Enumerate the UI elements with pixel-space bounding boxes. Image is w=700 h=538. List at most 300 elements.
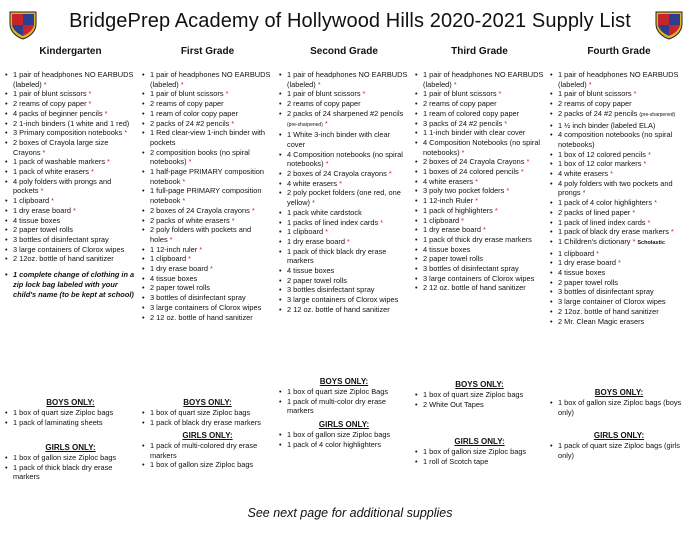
- supply-item-text: 3 large containers of Clorox wipes: [13, 244, 125, 254]
- required-star-icon: *: [251, 205, 255, 215]
- required-star-icon: *: [188, 157, 192, 167]
- required-star-icon: *: [312, 198, 315, 208]
- supply-item-text: 2 reams of copy paper: [150, 99, 224, 109]
- supply-item-text: 2 boxes of Crayola large size Crayons: [13, 137, 109, 157]
- boys-only-heading: BOYS ONLY:: [319, 377, 369, 386]
- supply-item: [141, 283, 274, 293]
- supply-item: • 1 box of gallon size Ziploc bags: [278, 430, 410, 440]
- supply-item: • 1 box of gallon size Ziploc bags: [141, 460, 274, 470]
- supply-item-text: 2 12 oz. bottle of hand sanitizer: [287, 304, 390, 314]
- grade-heading: Kindergarten: [39, 46, 102, 57]
- supply-item: [549, 150, 689, 160]
- supply-item: • 1 box of gallon size Ziploc bags: [4, 453, 137, 463]
- supply-item-text: 1 12-inch ruler: [150, 244, 198, 254]
- supply-item-text: 1 dry erase board: [150, 264, 208, 274]
- supply-item: [4, 157, 137, 167]
- supply-item-text: 1 pair of headphones NO EARBUDS (labeled): [150, 70, 271, 89]
- supply-item: [141, 206, 274, 216]
- boys-only-list: [4, 408, 137, 427]
- required-star-icon: *: [632, 207, 636, 217]
- supply-item-text: 2 reams of copy paper: [287, 99, 361, 109]
- supply-item: [549, 169, 689, 179]
- supply-item: [278, 266, 410, 276]
- supply-item: [414, 216, 545, 226]
- required-star-icon: *: [498, 89, 502, 99]
- required-star-icon: *: [475, 176, 479, 186]
- supply-item-text: 2 composition books (no spiral notebooks): [150, 147, 250, 167]
- required-star-icon: *: [617, 258, 621, 268]
- required-star-icon: *: [43, 79, 47, 89]
- supply-item: [278, 208, 410, 218]
- girls-only-section: [141, 430, 274, 470]
- required-star-icon: *: [188, 254, 192, 264]
- supply-item: [414, 274, 545, 284]
- boys-only-section: [414, 379, 545, 409]
- supply-item: [549, 159, 689, 169]
- supply-item-text: 1 Children's dictionary: [558, 236, 631, 246]
- grade-columns: [4, 44, 696, 504]
- supply-item: • 1 box of gallon size Ziploc bags: [414, 447, 545, 457]
- required-star-icon: *: [40, 186, 44, 196]
- supply-item-text: 1 boxes of 24 colored pencils: [423, 167, 519, 177]
- required-star-icon: *: [670, 227, 674, 237]
- supply-item-text: 1 Red clear-view 1-inch binder with pockets: [150, 128, 266, 147]
- supply-item-text: 1 half-page PRIMARY composition notebook: [150, 167, 264, 186]
- column-third-grade: [414, 44, 545, 504]
- girls-only-heading: GIRLS ONLY:: [182, 431, 233, 440]
- required-star-icon: *: [180, 79, 184, 89]
- supply-item: [414, 206, 545, 216]
- supply-item-text: 1 dry erase board: [287, 236, 345, 246]
- supply-item: [549, 130, 689, 149]
- supply-item: [141, 303, 274, 313]
- supply-item: [278, 130, 410, 149]
- supply-item: [414, 196, 545, 206]
- supply-item-text: 1 pair of headphones NO EARBUDS (labeled): [13, 70, 134, 89]
- supply-item-text: 1 pair of headphones NO EARBUDS (labeled): [558, 70, 679, 89]
- supply-item-text: 4 tissue boxes: [13, 215, 61, 225]
- supply-item-text: 1 dry erase board: [13, 205, 71, 215]
- girls-only-section: [4, 442, 137, 482]
- supply-item-text: 2 reams of copy paper: [13, 99, 87, 109]
- supply-item: [549, 218, 689, 228]
- required-star-icon: *: [324, 118, 328, 128]
- required-star-icon: *: [482, 225, 486, 235]
- required-star-icon: *: [475, 196, 479, 206]
- supply-item-text: 3 large containers of Clorox wipes: [287, 295, 399, 305]
- supply-item: [549, 237, 689, 249]
- supply-item-text: 2 poly folders with pockets and holes: [150, 225, 252, 244]
- supply-item-text: 4 packs of beginner pencils: [13, 108, 103, 118]
- required-star-icon: *: [339, 178, 343, 188]
- supply-list: [4, 70, 137, 264]
- girls-only-list: [414, 447, 545, 466]
- boys-only-heading: BOYS ONLY:: [455, 380, 504, 389]
- girls-only-list: [549, 441, 689, 460]
- supply-item: [414, 186, 545, 196]
- supply-item: [414, 283, 545, 293]
- required-star-icon: *: [182, 196, 186, 206]
- supply-item-text: 4 white erasers: [287, 178, 338, 188]
- supply-item: [278, 276, 410, 286]
- supply-item: [549, 249, 689, 259]
- required-star-icon: *: [231, 215, 235, 225]
- supply-item-text: 2 12 oz. bottle of hand sanitizer: [423, 283, 526, 293]
- supply-item: [141, 99, 274, 109]
- supply-item-text: 3 large container of Clorox wipes: [558, 297, 666, 307]
- supply-item: • 1 box of quart size Ziploc bags: [4, 408, 137, 418]
- supply-item-text: 2 packs of 24 sharpened #2 pencils: [287, 108, 404, 118]
- supply-item: [4, 128, 137, 138]
- required-star-icon: *: [325, 227, 329, 237]
- supply-item: [4, 70, 137, 89]
- supply-item: [141, 128, 274, 147]
- supply-item: [414, 167, 545, 177]
- grade-heading: First Grade: [180, 46, 235, 57]
- supply-item-text: 1 pair of blunt scissors: [13, 89, 87, 99]
- supply-item-text: 1 pack of black dry erase markers: [558, 227, 669, 237]
- supply-item-text: 2 boxes of 24 Crayola Crayons: [423, 157, 525, 167]
- girls-only-list: [4, 453, 137, 482]
- supply-item-text: 1 dry erase board: [423, 225, 481, 235]
- supply-item-text: 2 Mr. Clean Magic erasers: [558, 316, 645, 326]
- supply-item-text: 2 paper towel rolls: [13, 225, 73, 235]
- supply-item-text: 4 white erasers: [558, 169, 609, 179]
- supply-item: [549, 109, 689, 121]
- supply-list: [549, 70, 689, 326]
- supply-item-text: 3 bottles of disinfectant spray: [150, 293, 246, 303]
- supply-item: [549, 307, 689, 317]
- supply-item-text: 1 clipboard: [287, 227, 324, 237]
- girls-only-section: [549, 430, 689, 460]
- supply-item: [549, 198, 689, 208]
- supply-item-text: 3 large containers of Clorox wipes: [150, 302, 262, 312]
- supply-list: [414, 70, 545, 293]
- required-star-icon: *: [124, 128, 128, 138]
- required-star-icon: *: [388, 169, 392, 179]
- supply-item-detail: (pre-sharpened): [287, 121, 323, 128]
- supply-item-text: 4 poly folders with prongs and pockets: [13, 176, 112, 196]
- supply-item-text: 4 tissue boxes: [558, 268, 606, 278]
- required-star-icon: *: [526, 157, 530, 167]
- supply-item-text: 1 clipboard: [423, 215, 460, 225]
- girls-only-heading: GIRLS ONLY:: [45, 443, 96, 452]
- supply-item: [549, 99, 689, 109]
- required-star-icon: *: [632, 236, 636, 246]
- required-star-icon: *: [504, 118, 508, 128]
- supply-item-text: 2 boxes of 24 Crayola crayons: [287, 169, 387, 179]
- supply-item: [141, 70, 274, 89]
- supply-item: [141, 254, 274, 264]
- supply-item: [414, 70, 545, 89]
- supply-item: [414, 109, 545, 119]
- supply-item: • 1 pack of laminating sheets: [4, 418, 137, 428]
- supply-item: [141, 167, 274, 186]
- supply-item-text: 1 pair of blunt scissors: [423, 89, 497, 99]
- supply-item: [549, 268, 689, 278]
- required-star-icon: *: [380, 217, 384, 227]
- required-star-icon: *: [169, 234, 173, 244]
- girls-only-heading: GIRLS ONLY:: [454, 437, 505, 446]
- supply-item: [278, 227, 410, 237]
- supply-item: [141, 89, 274, 99]
- supply-item-text: 4 white erasers: [423, 176, 474, 186]
- supply-item-text: 1 pack of thick dry erase markers: [423, 234, 532, 244]
- supply-item-text: 1 pack of white erasers: [13, 167, 89, 177]
- supply-item: [549, 258, 689, 268]
- required-star-icon: *: [610, 169, 614, 179]
- supply-item: • 1 box of quart size Ziploc Bags: [278, 387, 410, 397]
- girls-only-heading: GIRLS ONLY:: [593, 431, 645, 440]
- required-star-icon: *: [453, 79, 457, 89]
- supply-item: [4, 89, 137, 99]
- supply-item: [141, 109, 274, 119]
- change-of-clothing-note: • 1 complete change of clothing in a zip lock bag labeled with your child's name (to be kept at school): [4, 270, 137, 300]
- supply-item-text: 1 pair of blunt scissors: [558, 89, 632, 99]
- boys-only-section: [278, 376, 410, 416]
- required-star-icon: *: [107, 157, 110, 167]
- required-star-icon: *: [317, 79, 321, 89]
- supply-item: [278, 305, 410, 315]
- supply-item-text: 2 packs of lined paper: [558, 207, 631, 217]
- grade-heading: Third Grade: [451, 46, 508, 57]
- girls-only-heading: GIRLS ONLY:: [318, 420, 370, 429]
- supply-item-text: 1 12-inch Ruler: [423, 196, 474, 206]
- supply-item-text: 2 1-inch binders (1 white and 1 red): [13, 118, 130, 128]
- supply-item: • 1 pack of multi-color dry erase markers: [278, 397, 410, 416]
- supply-item: • 1 box of quart size Ziploc bags: [141, 408, 274, 418]
- supply-item: [549, 121, 689, 131]
- supply-item-text: 3 bottles of disinfectant spray: [13, 234, 109, 244]
- column-fourth-grade: [549, 44, 689, 504]
- supply-item: [141, 186, 274, 205]
- supply-item: • 1 pack of 4 color highlighters: [278, 440, 410, 450]
- boys-only-list: [549, 398, 689, 417]
- supply-item-text: 3 bottles disinfectant spray: [287, 285, 375, 295]
- required-star-icon: *: [520, 167, 524, 177]
- supply-item: • 1 pack of quart size Ziploc bags (girls only): [549, 441, 689, 460]
- required-star-icon: *: [199, 244, 203, 254]
- supply-item: [414, 138, 545, 157]
- supply-item: [414, 119, 545, 129]
- girls-only-section: [278, 419, 410, 449]
- supply-item: [549, 297, 689, 307]
- supply-item-text: 1 pair of headphones NO EARBUDS (labeled): [287, 70, 408, 89]
- required-star-icon: *: [596, 248, 600, 258]
- supply-item: [278, 109, 410, 130]
- supply-item: • 2 White Out Tapes: [414, 400, 545, 410]
- supply-item: [141, 274, 274, 284]
- supply-item-text: 3 poly two pocket folders: [423, 186, 505, 196]
- girls-only-list: [278, 430, 410, 449]
- supply-item: • 1 pack of black dry erase markers: [141, 418, 274, 428]
- supply-item: [414, 128, 545, 138]
- supply-item-text: 2 paper towel rolls: [423, 254, 483, 264]
- boys-only-list: [278, 387, 410, 416]
- supply-item-text: 1 White 3-inch binder with clear cover: [287, 130, 391, 149]
- required-star-icon: *: [654, 198, 657, 208]
- required-star-icon: *: [225, 89, 229, 99]
- supply-item-text: 4 Composition notebooks (no spiral notebooks): [287, 149, 403, 169]
- required-star-icon: *: [647, 217, 651, 227]
- supply-item: • 1 roll of Scotch tape: [414, 457, 545, 467]
- supply-item: [278, 218, 410, 228]
- supply-item-text: 3 large containers of Clorox wipes: [423, 273, 535, 283]
- required-star-icon: *: [72, 205, 76, 215]
- supply-item: [549, 227, 689, 237]
- grade-heading: Second Grade: [310, 46, 378, 57]
- supply-item: [4, 138, 137, 157]
- supply-item-text: 1 packs of lined index cards: [287, 217, 379, 227]
- supply-item: [414, 99, 545, 109]
- supply-item: [4, 235, 137, 245]
- supply-item: [141, 293, 274, 303]
- boys-only-heading: BOYS ONLY:: [594, 388, 644, 397]
- supply-item: [414, 177, 545, 187]
- supply-item-text: 2 packs of 24 #2 pencils: [150, 118, 230, 128]
- required-star-icon: *: [582, 188, 586, 198]
- supply-item-text: 2 reams of copy paper: [558, 99, 632, 109]
- supply-item: [414, 157, 545, 167]
- supply-item: [141, 264, 274, 274]
- supply-item-text: 2 paper towel rolls: [287, 275, 347, 285]
- required-star-icon: *: [88, 89, 92, 99]
- supply-item: • 1 pack of thick black dry erase markers: [4, 463, 137, 482]
- girls-only-section: [414, 436, 545, 466]
- supply-item-text: 2 boxes of 24 Crayola crayons: [150, 205, 250, 215]
- supply-item: [549, 179, 689, 198]
- required-star-icon: *: [633, 89, 637, 99]
- supply-item: [414, 245, 545, 255]
- required-star-icon: *: [494, 205, 498, 215]
- supply-item-text: 4 tissue boxes: [287, 266, 335, 276]
- supply-item-text: 2 reams of copy paper: [423, 99, 497, 109]
- supply-item: [549, 208, 689, 218]
- required-star-icon: *: [88, 99, 92, 109]
- supply-item: [4, 109, 137, 119]
- footer-note: See next page for additional supplies: [247, 506, 453, 520]
- supply-item-text: 1 pack of washable markers: [13, 157, 106, 167]
- supply-item: [278, 237, 410, 247]
- required-star-icon: *: [346, 236, 350, 246]
- supply-item: [278, 99, 410, 109]
- supply-item-text: 2 12oz. bottle of hand sanitizer: [558, 306, 659, 316]
- supply-item: [549, 70, 689, 89]
- supply-item-text: 1 pair of blunt scissors: [150, 89, 224, 99]
- column-first-grade: [141, 44, 274, 504]
- supply-item-text: 3 bottles of disinfectant spray: [423, 264, 519, 274]
- supply-item-text: 1 pack of 4 color highlighters: [558, 198, 653, 208]
- supply-item-text: 1 clipboard: [150, 254, 187, 264]
- supply-item: [549, 317, 689, 327]
- supply-item-text: 2 paper towel rolls: [558, 277, 618, 287]
- supply-item: [278, 169, 410, 179]
- required-star-icon: *: [231, 118, 235, 128]
- supply-item: [278, 150, 410, 169]
- supply-item-text: 4 tissue boxes: [150, 273, 198, 283]
- required-star-icon: *: [42, 147, 46, 157]
- supply-item: [141, 225, 274, 244]
- required-star-icon: *: [506, 186, 510, 196]
- supply-item-detail: (pre-sharpened): [639, 111, 676, 118]
- supply-item: [4, 177, 137, 196]
- supply-item: [4, 99, 137, 109]
- supply-item-text: 4 composition notebooks (no spiral notebooks): [558, 130, 673, 149]
- supply-item-text: 1 pack of highlighters: [423, 205, 493, 215]
- supply-item-text: 1 full-page PRIMARY composition notebook: [150, 186, 262, 206]
- supply-item-text: 1 pair of headphones NO EARBUDS (labeled): [423, 70, 544, 89]
- supply-item: [4, 245, 137, 255]
- supply-item: [4, 196, 137, 206]
- supply-list: [278, 70, 410, 315]
- boys-only-list: [141, 408, 274, 427]
- required-star-icon: *: [461, 147, 465, 157]
- supply-item: [549, 278, 689, 288]
- supply-item: [278, 295, 410, 305]
- required-star-icon: *: [51, 196, 55, 206]
- supply-item-text: 2 packs of 24 #2 pencils: [558, 108, 638, 118]
- supply-item-text: 1 box of 12 color markers: [558, 159, 642, 169]
- supply-item: [141, 245, 274, 255]
- boys-only-section: [141, 397, 274, 427]
- supply-item-text: 1 1-inch binder with clear cover: [423, 128, 526, 138]
- supply-item-text: 1 clipboard: [13, 196, 50, 206]
- supply-item-text: 2 poly pocket folders (one red, one yellow): [287, 188, 401, 208]
- supply-item-text: 3 bottles of disinfectant spray: [558, 287, 654, 297]
- supply-item-text: 2 packs of white erasers: [150, 215, 230, 225]
- supply-item-text: 1 pack of lined index cards: [558, 217, 646, 227]
- supply-item: [414, 225, 545, 235]
- required-star-icon: *: [182, 176, 186, 186]
- supply-item: [141, 216, 274, 226]
- supply-item: [278, 247, 410, 266]
- column-kindergarten: [4, 44, 137, 504]
- supply-item-text: 3 Primary composition notebooks: [13, 128, 123, 138]
- supply-item: [278, 89, 410, 99]
- supply-item-text: 2 12 oz. bottle of hand sanitizer: [150, 312, 253, 322]
- required-star-icon: *: [325, 159, 329, 169]
- supply-item-text: 1 dry erase board: [558, 258, 616, 268]
- supply-item-text: 1 pair of blunt scissors: [287, 89, 361, 99]
- boys-only-heading: BOYS ONLY:: [46, 398, 95, 407]
- page-title: BridgePrep Academy of Hollywood Hills 2020-2021 Supply List: [69, 10, 631, 32]
- boys-only-list: [414, 390, 545, 409]
- required-star-icon: *: [91, 167, 94, 177]
- boys-only-section: [549, 387, 689, 417]
- supply-item: [4, 225, 137, 235]
- supply-item: [549, 89, 689, 99]
- supply-item: [4, 254, 137, 264]
- supply-item-text: 4 Composition Notebooks (no spiral notebooks): [423, 137, 541, 157]
- supply-item-text: 1 pack white cardstock: [287, 207, 362, 217]
- supply-item-text: 1 ream of colored copy paper: [423, 108, 520, 118]
- boys-only-heading: BOYS ONLY:: [183, 398, 232, 407]
- supply-item: [141, 119, 274, 129]
- required-star-icon: *: [104, 108, 108, 118]
- supply-item: [141, 148, 274, 167]
- supply-item: [278, 70, 410, 89]
- required-star-icon: *: [643, 159, 647, 169]
- supply-item-text: 1 ½ inch binder (labeled ELA): [558, 120, 656, 130]
- supply-item-text: 2 paper towel rolls: [150, 283, 210, 293]
- supply-item-text: 1 pack of thick black dry erase markers: [287, 246, 387, 266]
- supply-item: [414, 89, 545, 99]
- supply-item-text: 1 clipboard: [558, 248, 595, 258]
- supply-item: [141, 313, 274, 323]
- supply-item: [4, 119, 137, 129]
- supply-item: • 1 box of gallon size Ziploc bags (boys only): [549, 398, 689, 417]
- supply-item: [4, 167, 137, 177]
